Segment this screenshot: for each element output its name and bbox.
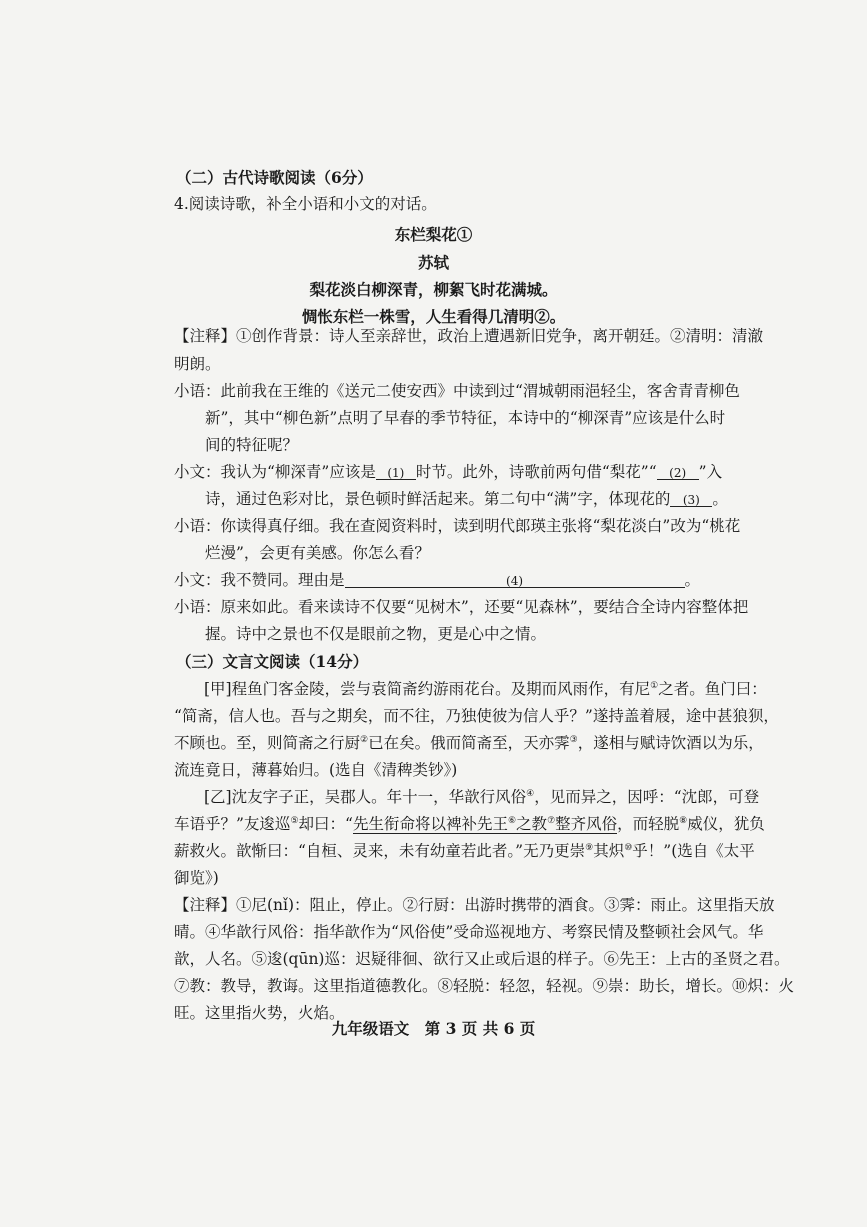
passage-text: 之者。鱼门曰： — [658, 680, 767, 698]
passage-jia-line-1 — [204, 682, 767, 698]
passage-text: ，而轻脱 — [617, 815, 680, 833]
classical-note-line-2: 晴。④华歆行风俗：指华歆作为“风俗使”受命巡视地方、考察民情及整顿社会风气。华 — [174, 923, 764, 941]
passage-text: 乎！”(选自《太平 — [632, 842, 755, 860]
poem-author: 苏轼 — [417, 253, 449, 272]
dialog-xiaoyu-2-line-1: 小语：你读得真仔细。我在查阅资料时，读到明代郎瑛主张将“梨花淡白”改为“桃花 — [174, 517, 741, 535]
passage-text: 已在矣。俄而简斋至，天亦霁 — [368, 734, 570, 752]
poem-line-2: 惆怅东栏一株雪，人生看得几清明②。 — [301, 307, 566, 326]
passage-yi-line-2 — [174, 817, 765, 833]
dialog-xiaoyu-1-line-3: 间的特征呢？ — [205, 436, 299, 454]
passage-text: 先生衔命将以裨补先王 — [352, 815, 508, 833]
footnote-mark: ⑥ — [507, 815, 517, 826]
passage-text: [乙]沈友字子正，吴郡人。年十一，华歆行风俗 — [204, 788, 527, 806]
passage-yi-line-3 — [174, 844, 755, 860]
dialog-xiaoyu-2-line-2: 烂漫”，会更有美感。你怎么看？ — [205, 544, 430, 562]
dialog-text: 。 — [712, 490, 728, 508]
classical-note-line-4: ⑦教：教导，教诲。这里指道德教化。⑧轻脱：轻忽，轻视。⑨崇：助长，增长。⑩炽：火 — [174, 977, 795, 995]
dialog-text: 诗，通过色彩对比，景色顿时鲜活起来。第二句中“满”字，体现花的 — [205, 490, 671, 508]
dialog-xiaoyu-3-line-1: 小语：原来如此。看来读诗不仅要“见树木”，还要“见森林”，要结合全诗内容整体把 — [174, 598, 749, 616]
answer-blank-4[interactable]: (4) — [345, 575, 685, 588]
poem-note-line-2: 明朗。 — [174, 355, 221, 373]
dialog-text: 小文：我不赞同。理由是 — [174, 571, 345, 589]
footnote-mark: ④ — [526, 788, 535, 799]
answer-blank-1[interactable]: (1) — [376, 467, 416, 480]
passage-text: 之教 — [516, 815, 548, 833]
passage-text: ，见而异之，因呼：“沈郎，可登 — [534, 788, 760, 806]
question-4: 4.阅读诗歌，补全小语和小文的对话。 — [174, 195, 437, 213]
passage-yi-line-1 — [204, 790, 759, 806]
footnote-mark: ⑧ — [679, 815, 688, 826]
passage-text: 整齐风俗 — [555, 815, 618, 833]
footnote-mark: ⑦ — [547, 815, 556, 826]
dialog-xiaowen-1-line-1 — [174, 465, 722, 481]
dialog-xiaoyu-3-line-2: 握。诗中之景也不仅是眼前之物，更是心中之情。 — [205, 625, 547, 643]
passage-jia-line-4: 流连竟日，薄暮始归。(选自《清稗类钞》) — [174, 761, 458, 779]
footnote-mark: ③ — [569, 734, 578, 745]
footnote-mark: ⑤ — [290, 815, 299, 826]
classical-note-line-3: 歆，人名。⑤逡(qūn)巡：迟疑徘徊、欲行又止或后退的样子。⑥先王：上古的圣贤之君。 — [174, 950, 790, 968]
poem-note-line-1: 【注释】①创作背景：诗人至亲辞世，政治上遭遇新旧党争，离开朝廷。②清明：清澈 — [174, 327, 764, 345]
passage-yi-line-4: 御览》) — [174, 869, 219, 887]
dialog-xiaowen-1-line-2 — [205, 492, 728, 508]
answer-blank-3[interactable]: (3) — [670, 494, 712, 507]
dialog-xiaoyu-1-line-1: 小语：此前我在王维的《送元二使安西》中读到过“渭城朝雨浥轻尘，客舍青青柳色 — [174, 382, 740, 400]
footnote-mark: ① — [650, 680, 659, 691]
passage-text: 其炽 — [593, 842, 625, 860]
section-heading-classical: （三）文言文阅读（14分） — [176, 652, 369, 671]
classical-note-line-1: 【注释】①尼(nǐ)：阻止，停止。②行厨：出游时携带的酒食。③霁：雨止。这里指天放 — [174, 896, 775, 914]
answer-blank-2[interactable]: (2) — [657, 467, 699, 480]
classical-note-line-5: 旺。这里指火势，火焰。 — [174, 1004, 345, 1022]
poem-line-1: 梨花淡白柳深青，柳絮飞时花满城。 — [309, 280, 558, 299]
passage-text: 却曰：“ — [298, 815, 353, 833]
dialog-text: 时节。此外，诗歌前两句借“梨花”“ — [415, 463, 657, 481]
poem-title: 东栏梨花① — [394, 225, 473, 244]
dialog-text: ”入 — [698, 463, 723, 481]
footnote-mark: ② — [360, 734, 369, 745]
dialog-text: 小文：我认为“柳深青”应该是 — [174, 463, 376, 481]
dialog-xiaowen-2 — [174, 573, 700, 589]
footnote-mark: ⑨ — [585, 842, 594, 853]
passage-text: 薪救火。歆惭曰：“自桓、灵来，未有幼童若此者。”无乃更崇 — [174, 842, 586, 860]
passage-jia-line-2: “简斋，信人也。吾与之期矣，而不往，乃独使彼为信人乎？”遂持盖着屐，途中甚狼狈， — [174, 707, 779, 725]
passage-jia-line-3 — [174, 736, 764, 752]
dialog-text: 。 — [684, 571, 701, 589]
section-heading-poetry: （二）古代诗歌阅读（6分） — [176, 168, 373, 187]
underlined-sentence — [353, 815, 617, 834]
dialog-xiaoyu-1-line-2: 新”，其中“柳色新”点明了早春的季节特征，本诗中的“柳深青”应该是什么时 — [205, 409, 726, 427]
passage-text: [甲]程鱼门客金陵，尝与袁简斋约游雨花台。及期而风雨作，有尼 — [204, 680, 651, 698]
footnote-mark: ⑩ — [624, 842, 633, 853]
passage-text: 不顾也。至，则简斋之行厨 — [174, 734, 361, 752]
page-footer: 九年级语文 第 3 页 共 6 页 — [331, 1019, 536, 1038]
passage-text: 威仪，犹负 — [687, 815, 765, 833]
passage-text: 车语乎？”友逡巡 — [174, 815, 291, 833]
passage-text: ，遂相与赋诗饮酒以为乐， — [577, 734, 764, 752]
